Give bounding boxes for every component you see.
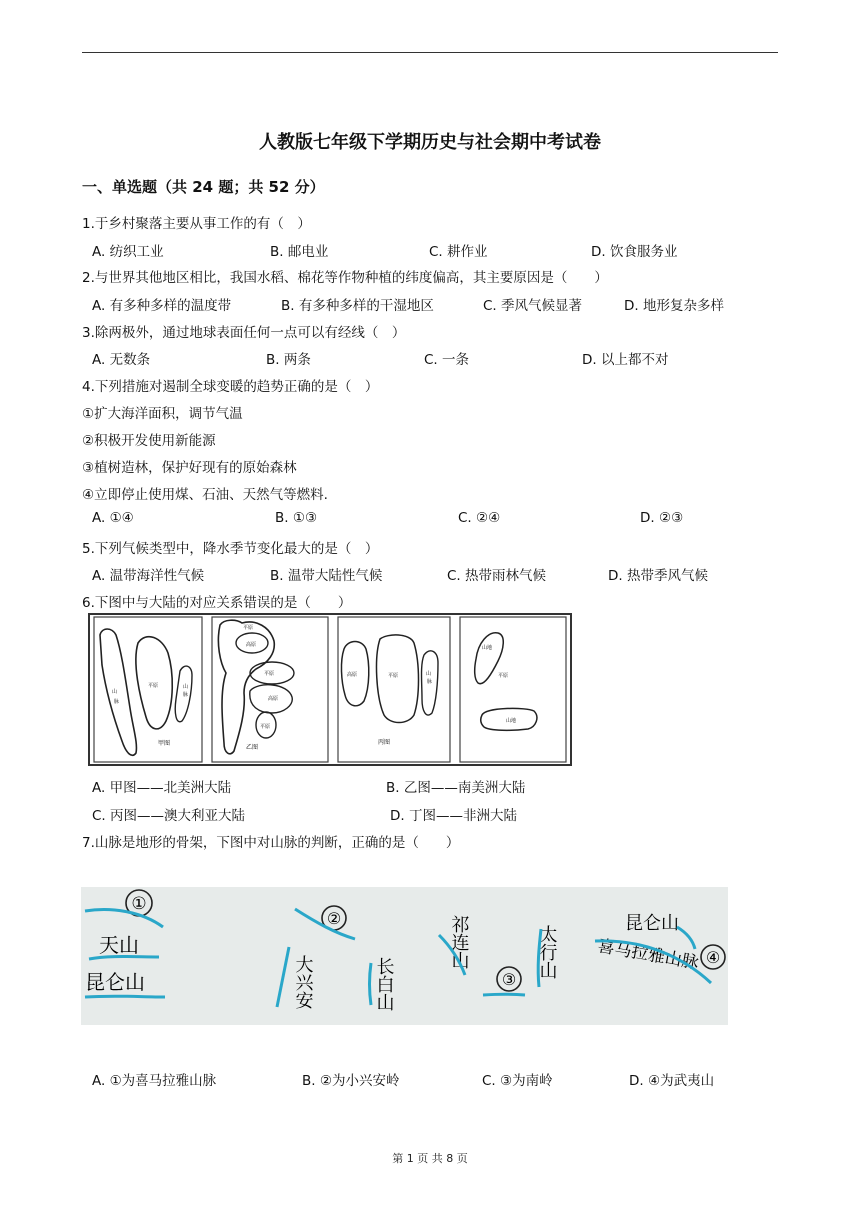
question-4-stem: 4.下列措施对遏制全球变暖的趋势正确的是（ ） (82, 379, 379, 395)
question-6-stem: 6.下图中与大陆的对应关系错误的是（ ） (82, 595, 352, 611)
yi-label-gaoyuan2: 高原 (268, 696, 279, 702)
q2-option-d[interactable]: D. 地形复杂多样 (624, 298, 724, 314)
mountain-ranges-figure (81, 887, 728, 1025)
q1-option-c[interactable]: C. 耕作业 (429, 244, 488, 260)
ridge-changbai-line (370, 963, 372, 1005)
q1-option-d[interactable]: D. 饮食服务业 (591, 244, 678, 260)
q4-option-c[interactable]: C. ②④ (458, 510, 501, 526)
question-2-stem: 2.与世界其他地区相比，我国水稻、棉花等作物种植的纬度偏高，其主要原因是（ ） (82, 270, 608, 286)
section-heading: 一、单选题（共 24 题；共 52 分） (82, 178, 325, 196)
q4-option-a[interactable]: A. ①④ (92, 510, 134, 526)
q2-option-c[interactable]: C. 季风气候显著 (483, 298, 583, 314)
bing-label-mai: 脉 (427, 679, 433, 685)
bing-label-shan: 山 (426, 671, 432, 677)
q7-option-a[interactable]: A. ①为喜马拉雅山脉 (92, 1073, 217, 1089)
q4-statement-2: ②积极开发使用新能源 (82, 433, 216, 449)
q4-option-b[interactable]: B. ①③ (275, 510, 318, 526)
question-1-stem: 1.于乡村聚落主要从事工作的有（ ） (82, 216, 311, 232)
q2-option-b[interactable]: B. 有多种多样的干湿地区 (281, 298, 434, 314)
q2-option-a[interactable]: A. 有多种多样的温度带 (92, 298, 232, 314)
ding-label-pingyuan: 平原 (498, 673, 509, 679)
header-rule (82, 52, 778, 53)
question-7-stem: 7.山脉是地形的骨架，下图中对山脉的判断，正确的是（ ） (82, 835, 460, 851)
page-footer: 第 1 页 共 8 页 (392, 1152, 468, 1165)
marker-3: ③ (501, 970, 517, 989)
yi-label-pingyuan3: 平原 (260, 724, 271, 730)
label-kunlun-2: 昆仑山 (625, 913, 679, 934)
q5-option-d[interactable]: D. 热带季风气候 (608, 568, 708, 584)
bing-label-gaoyuan: 高原 (347, 672, 358, 678)
q3-option-b[interactable]: B. 两条 (266, 352, 311, 368)
ding-label-shandi: 山地 (482, 645, 493, 651)
q7-option-d[interactable]: D. ④为武夷山 (629, 1073, 715, 1089)
marker-1: ① (131, 894, 147, 914)
q6-option-b[interactable]: B. 乙图——南美洲大陆 (386, 780, 526, 796)
page-title: 人教版七年级下学期历史与社会期中考试卷 (259, 132, 601, 153)
q4-statement-4: ④立即停止使用煤、石油、天然气等燃料. (82, 487, 328, 503)
q7-option-b[interactable]: B. ②为小兴安岭 (302, 1073, 400, 1089)
q4-statement-1: ①扩大海洋面积，调节气温 (82, 406, 243, 422)
q6-option-a[interactable]: A. 甲图——北美洲大陆 (92, 780, 232, 796)
q4-option-d[interactable]: D. ②③ (640, 510, 684, 526)
q3-option-a[interactable]: A. 无数条 (92, 352, 151, 368)
yi-caption: 乙图 (246, 744, 259, 751)
ding-label-shandi2: 山地 (506, 718, 517, 724)
q3-option-d[interactable]: D. 以上都不对 (582, 352, 669, 368)
question-5-stem: 5.下列气候类型中，降水季节变化最大的是（ ） (82, 541, 379, 557)
label-daxingan: 大兴安 (292, 955, 314, 1009)
q1-option-b[interactable]: B. 邮电业 (270, 244, 329, 260)
ridge-3-line (483, 994, 525, 995)
q3-option-c[interactable]: C. 一条 (424, 352, 470, 368)
bing-label-pingyuan: 平原 (388, 673, 399, 679)
jia-caption: 甲图 (158, 740, 171, 747)
jia-label-shan2: 山 (183, 684, 189, 690)
marker-2: ② (326, 909, 342, 928)
jia-label-mai: 脉 (114, 699, 120, 705)
q4-statement-3: ③植树造林，保护好现有的原始森林 (82, 460, 297, 476)
ridge-kunlun-1-line (85, 996, 165, 997)
q5-option-c[interactable]: C. 热带雨林气候 (447, 568, 547, 584)
q6-option-d[interactable]: D. 丁图——非洲大陆 (390, 808, 517, 824)
label-taihang: 太行山 (536, 925, 558, 979)
q5-option-a[interactable]: A. 温带海洋性气候 (92, 568, 205, 584)
question-3-stem: 3.除两极外，通过地球表面任何一点可以有经线（ ） (82, 325, 406, 341)
label-ximalaya: 喜马拉雅山脉 (596, 936, 701, 974)
q1-option-a[interactable]: A. 纺织工业 (92, 244, 164, 260)
q5-option-b[interactable]: B. 温带大陆性气候 (270, 568, 383, 584)
continent-outline-figure (88, 613, 572, 766)
yi-label-pingyuan2: 平原 (264, 671, 275, 677)
label-qilian: 祁连山 (448, 915, 470, 969)
marker-4: ④ (705, 948, 721, 967)
jia-label-mai2: 脉 (183, 692, 189, 698)
q6-option-c[interactable]: C. 丙图——澳大利亚大陆 (92, 808, 246, 824)
jia-label-pingyuan: 平原 (148, 683, 159, 689)
yi-label-pingyuan: 平原 (243, 625, 254, 631)
jia-label-shan: 山 (112, 689, 118, 695)
bing-caption: 丙图 (378, 739, 391, 746)
yi-label-gaoyuan: 高原 (246, 642, 257, 648)
label-changbai: 长白山 (373, 957, 395, 1011)
q7-option-c[interactable]: C. ③为南岭 (482, 1073, 553, 1089)
label-kunlun-1: 昆仑山 (85, 970, 145, 994)
label-tianshan: 天山 (99, 933, 139, 957)
